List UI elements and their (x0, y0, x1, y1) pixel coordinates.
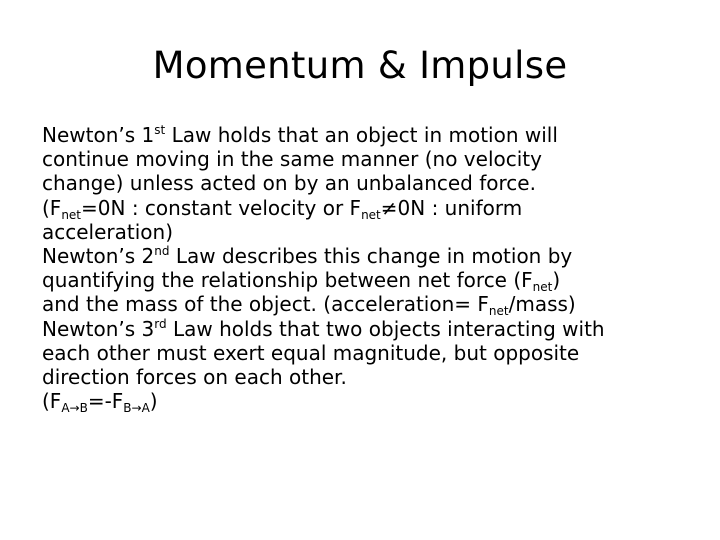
law2-line-2-a: quantifying the relationship between net force (F (42, 268, 533, 293)
law3-newton-text: Newton’s 3 (42, 316, 155, 341)
law3-subscript-b-to-a: B→A (123, 401, 150, 416)
law3-ordinal: rd (154, 316, 167, 331)
law2-line-3 (42, 292, 692, 319)
law2-line-1-text: Law describes this change in motion by (169, 244, 573, 269)
law1-line-4 (42, 195, 692, 222)
law2-line-3-b: /mass) (508, 292, 576, 317)
newton-second-law-paragraph (42, 244, 692, 317)
law1-line-4-b: =0N : constant velocity or F (81, 195, 362, 220)
slide-body (42, 123, 692, 416)
law3-line-4 (42, 389, 692, 416)
law1-ordinal: st (154, 123, 166, 137)
law1-net-subscript-2: net (361, 207, 381, 222)
law3-line-4-a: (F (42, 389, 62, 414)
law2-net-subscript-1: net (532, 280, 553, 295)
law3-line-4-b: =-F (87, 389, 124, 414)
law1-newton-text: Newton’s 1 (42, 123, 155, 147)
law1-line-3: change) unless acted on by an unbalanced force. (42, 171, 536, 196)
law3-line-2: each other must exert equal magnitude, but opposite (42, 340, 580, 365)
law2-line-2 (42, 268, 692, 295)
law3-line-1-text: Law holds that two objects interacting with (166, 316, 605, 341)
law1-line-4-c: ≠0N : uniform (380, 195, 523, 220)
law2-line-3-a: and the mass of the object. (acceleration= F (42, 292, 489, 317)
law3-line-1 (42, 316, 692, 341)
law1-line-4-a: (F (42, 195, 62, 220)
law2-newton-text: Newton’s 2 (42, 244, 155, 269)
law1-net-subscript-1: net (61, 207, 82, 222)
newton-third-law-paragraph (42, 317, 692, 414)
law1-line-5: acceleration) (42, 219, 174, 244)
law2-ordinal: nd (154, 244, 170, 259)
law1-line-1-text: Law holds that an object in motion will (165, 123, 558, 147)
law3-line-3: direction forces on each other. (42, 365, 347, 390)
law3-subscript-a-to-b: A→B (61, 401, 88, 416)
law2-line-2-b: ) (552, 268, 561, 293)
law1-line-2: continue moving in the same manner (no velocity (42, 147, 542, 172)
law3-line-4-c: ) (149, 389, 158, 414)
slide-title: Momentum & Impulse (152, 44, 568, 87)
law1-line-1 (42, 123, 692, 147)
law2-net-subscript-2: net (488, 304, 509, 319)
newton-first-law-paragraph (42, 123, 692, 244)
law2-line-1 (42, 244, 692, 269)
